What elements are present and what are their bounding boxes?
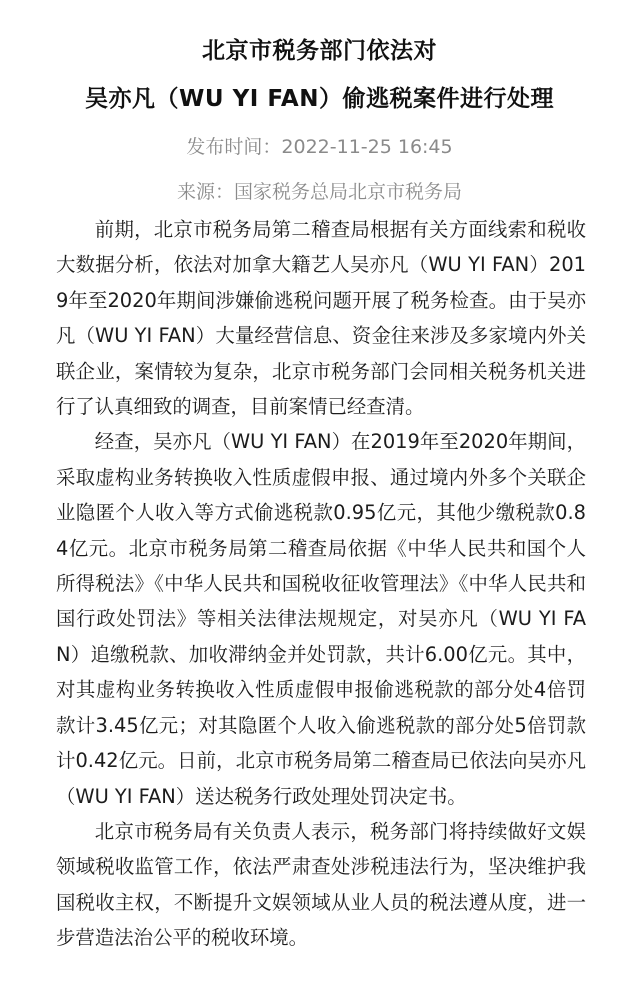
article-paragraph-2: 经查，吴亦凡（WU YI FAN）在2019年至2020年期间，采取虚构业务转换收入性质虚假申报、通过境内外多个关联企业隐匿个人收入等方式偷逃税款0.95亿元，其他少缴税款0.84亿元。北京市税务局第二稽查局依据《中华人民共和国个人所得税法》《中华人民共和国税收征收管理法》《中华人民共和国行政处罚法》等相关法律法规规定，对吴亦凡（WU YI FAN）追缴税款、加收滞纳金并处罚款，共计6.00亿元。其中，对其虚构业务转换收入性质虚假申报偷逃税款的部分处4倍罚款计3.45亿元；对其隐匿个人收入偷逃税款的部分处5倍罚款计0.42亿元。日前，北京市税务局第二稽查局已依法向吴亦凡（WU YI FAN）送达税务行政处理处罚决定书。 bbox=[56, 430, 586, 808]
article-source: 来源：国家税务总局北京市税务局 bbox=[176, 181, 462, 203]
article-body bbox=[56, 212, 586, 956]
publish-time: 发布时间：2022-11-25 16:45 bbox=[186, 136, 453, 158]
article-title-line-2: 吴亦凡（WU YI FAN）偷逃税案件进行处理 bbox=[85, 86, 554, 112]
article-paragraph-1: 前期，北京市税务局第二稽查局根据有关方面线索和税收大数据分析，依法对加拿大籍艺人吴亦凡（WU YI FAN）2019年至2020年期间涉嫌偷逃税问题开展了税务检查。由于吴亦凡（WU YI FAN）大量经营信息、资金往来涉及多家境内外关联企业，案情较为复杂，北京市税务部门会同相关税务机关进行了认真细致的调查，目前案情已经查清。 bbox=[56, 218, 586, 419]
article-title-line-1: 北京市税务部门依法对 bbox=[202, 38, 437, 64]
article-paragraph-3: 北京市税务局有关负责人表示，税务部门将持续做好文娱领域税收监管工作，依法严肃查处涉税违法行为，坚决维护我国税收主权，不断提升文娱领域从业人员的税法遵从度，进一步营造法治公平的税收环境。 bbox=[56, 819, 586, 950]
